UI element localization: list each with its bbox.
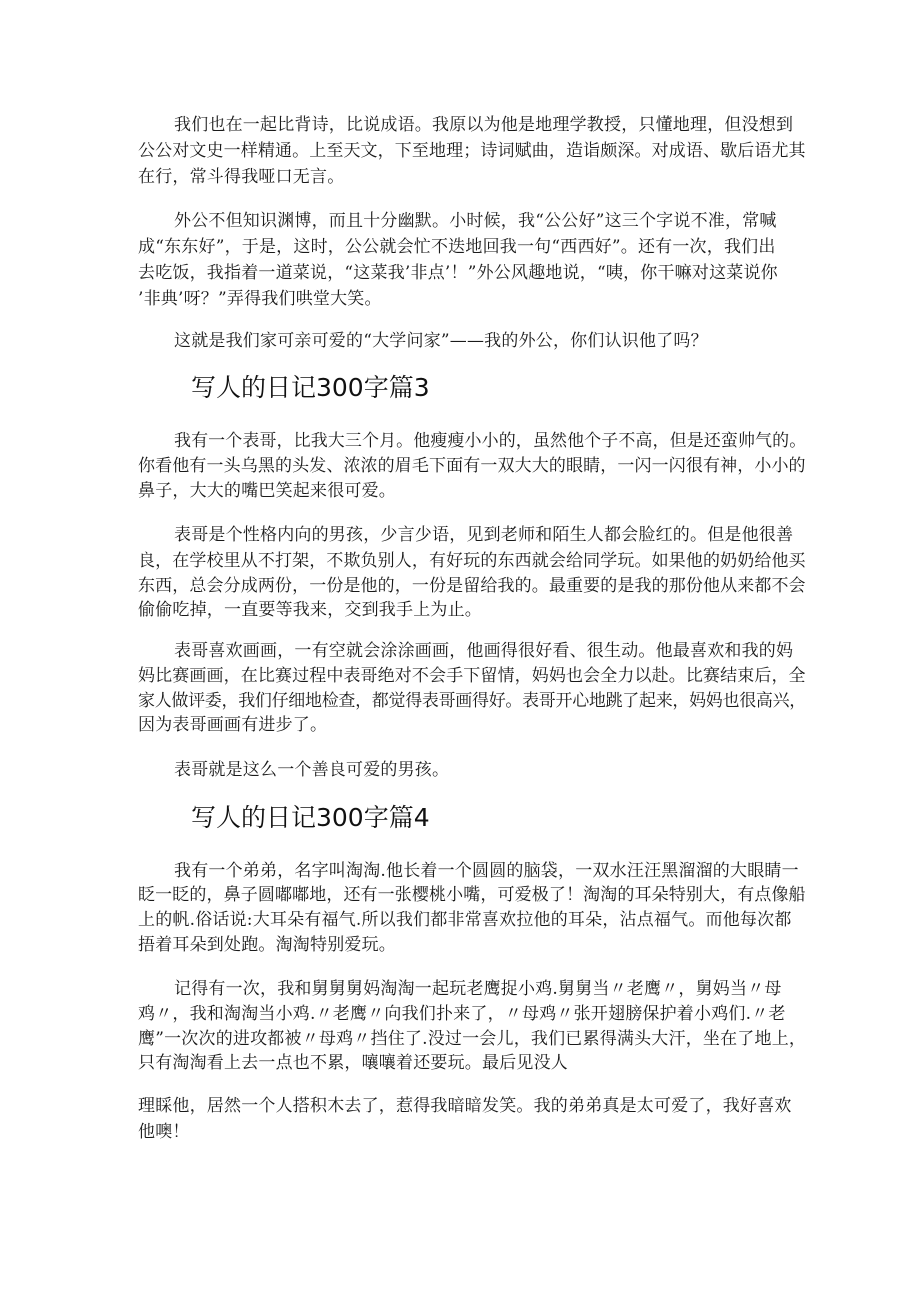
text-line: 因为表哥画画有进步了。 [138,715,328,735]
text-line: 外公不但知识渊博，而且十分幽默。小时候，我“公公好”这三个字说不准，常喊 [174,211,777,231]
text-line: 鸡〃，我和淘淘当小鸡.〃老鹰〃向我们扑来了，〃母鸡〃张开翅膀保护着小鸡们.〃老 [138,1004,786,1024]
text-line: 表哥是个性格内向的男孩，少言少语，见到老师和陌生人都会脸红的。但是他很善 [174,525,794,545]
text-line: ’非典’呀？”弄得我们哄堂大笑。 [138,289,382,309]
text-line: 这就是我们家可亲可爱的“大学问家”——我的外公，你们认识他了吗？ [174,331,708,351]
text-line: 在行，常斗得我哑口无言。 [138,167,345,187]
text-line: 上的帆.俗话说:大耳朵有福气.所以我们都非常喜欢拉他的耳朵，沾点福气。而他每次都 [138,910,792,930]
text-line: 公公对文史一样精通。上至天文，下至地理；诗词赋曲，造诣颇深。对成语、歇后语尤其 [138,141,806,161]
text-line: 我们也在一起比背诗，比说成语。我原以为他是地理学教授，只懂地理，但没想到 [174,115,794,135]
text-line: 东西，总会分成两份，一份是他的，一份是留给我的。最重要的是我的那份他从来都不会 [138,576,806,596]
text-line: 良，在学校里从不打架，不欺负别人，有好玩的东西就会给同学玩。如果他的奶奶给他买 [138,551,806,571]
text-line: 家人做评委，我们仔细地检查，都觉得表哥画得好。表哥开心地跳了起来，妈妈也很高兴， [138,691,806,711]
text-line: 表哥喜欢画画，一有空就会涂涂画画，他画得很好看、很生动。他最喜欢和我的妈 [174,641,794,661]
text-line: 我有一个弟弟，名字叫淘淘.他长着一个圆圆的脑袋，一双水汪汪黑溜溜的大眼睛一 [174,861,799,881]
text-line: 记得有一次，我和舅舅舅妈淘淘一起玩老鹰捉小鸡.舅舅当〃老鹰〃，舅妈当〃母 [174,979,782,999]
text-line: 理睬他，居然一个人搭积木去了，惹得我暗暗发笑。我的弟弟真是太可爱了，我好喜欢 [138,1096,792,1116]
text-line: 鹰”一次次的进攻都被〃母鸡〃挡住了.没过一会儿，我们已累得满头大汗，坐在了地上， [138,1029,807,1049]
text-line: 他噢！ [138,1122,190,1142]
text-line: 我有一个表哥，比我大三个月。他瘦瘦小小的，虽然他个子不高，但是还蛮帅气的。 [174,431,807,451]
text-line: 成“东东好”，于是，这时，公公就会忙不迭地回我一句“西西好”。还有一次，我们出 [138,237,776,257]
section-heading: 写人的日记300字篇4 [191,803,430,832]
text-line: 你看他有一头乌黑的头发、浓浓的眉毛下面有一双大大的眼睛，一闪一闪很有神，小小的 [138,456,806,476]
text-line: 偷偷吃掉，一直要等我来，交到我手上为止。 [138,600,482,620]
text-line: 眨一眨的，鼻子圆嘟嘟地，还有一张樱桃小嘴，可爱极了！淘淘的耳朵特别大，有点像船 [138,885,806,905]
text-line: 表哥就是这么一个善良可爱的男孩。 [174,760,450,780]
section-heading: 写人的日记300字篇3 [191,373,430,402]
text-line: 妈比赛画画，在比赛过程中表哥绝对不会手下留情，妈妈也会全力以赴。比赛结束后，全 [138,666,806,686]
text-line: 鼻子，大大的嘴巴笑起来很可爱。 [138,481,396,501]
text-line: 去吃饭，我指着一道菜说，“这菜我’非点’！”外公风趣地说，“咦，你干嘛对这菜说你 [138,263,778,283]
text-line: 只有淘淘看上去一点也不累，嚷嚷着还要玩。最后见没人 [138,1053,568,1073]
text-line: 捂着耳朵到处跑。淘淘特别爱玩。 [138,935,396,955]
